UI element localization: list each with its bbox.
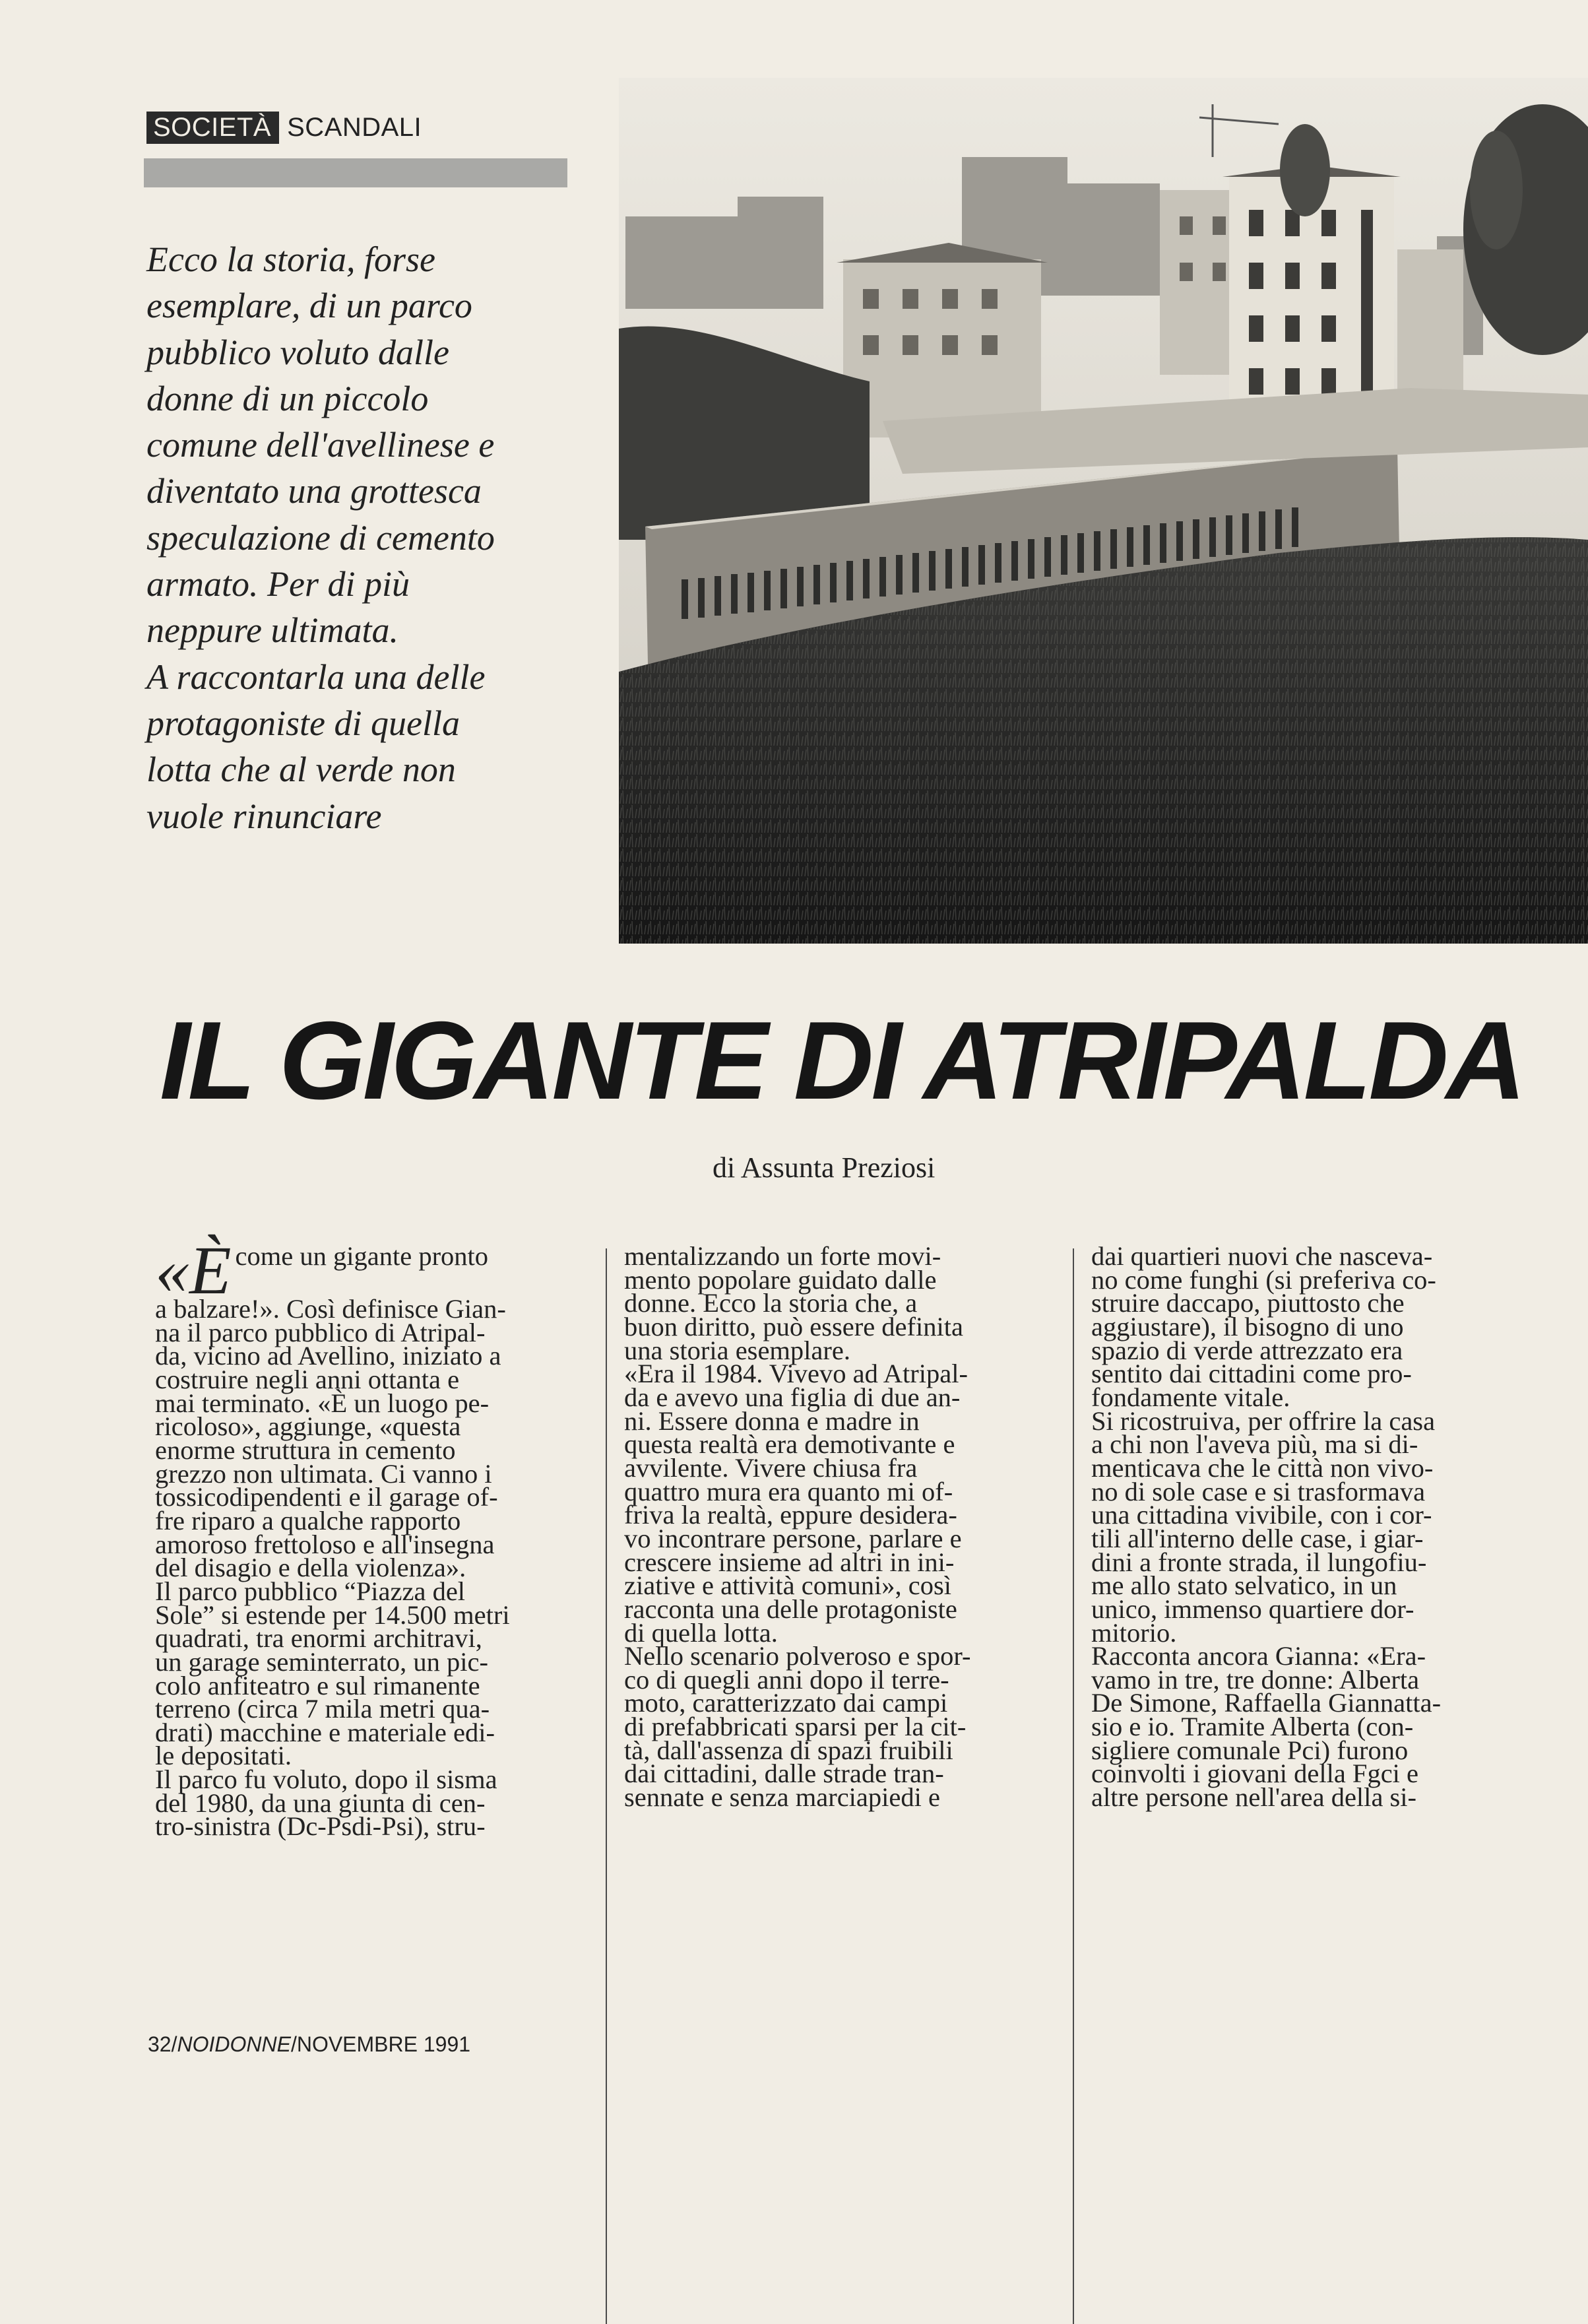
page-footer [148, 2032, 470, 2057]
lede-text: Ecco la storia, forse esemplare, di un parco pubblico voluto dalle donne di un piccolo comune dell'avellinese e diventato una grottesca speculazione di cemento armato. Per di più neppure ultimata. A raccontarla una delle protagoniste di quella lotta che al verde non vuole rinunciare [146, 240, 495, 836]
drop-cap: «È [155, 1233, 232, 1308]
paragraph-text: come un gigante pronto a balzare!». Così definisce Gian- na il parco pubblico di Atripal- da, vicino ad Avellino, iniziato a costruire negli anni ottanta e mai terminato. «È un luogo pe- ricoloso», aggiunge, «questa enorme struttura in cemento grezzo non ultimata. Ci vanno i tossicodipendenti e il garage of- fre riparo a qualche rapporto amoroso frettoloso e all'insegna del disagio e della violenza». [155, 1241, 506, 1583]
paragraph: Si ricostruiva, per offrire la casa a chi non l'aveva più, ma si di- menticava che le città non vivo- no di sole case e si trasformava una cittadina vivibile, con i cor- tili all'interno delle case, i giar- dini a fronte strada, il lungofiu- me allo stato selvatico, in un unico, immenso quartiere dor- mitorio. [1091, 1405, 1436, 1648]
section-tag [146, 111, 422, 144]
header-rule-bar [144, 158, 567, 187]
page-number: 32/ [148, 2032, 177, 2056]
article-column-1 [155, 1233, 577, 1842]
paragraph: mentalizzando un forte movi- mento popolare guidato dalle donne. Ecco la storia che, a buon diritto, può essere definita una storia esemplare. [624, 1241, 964, 1365]
article-column-3 [1091, 1241, 1513, 1813]
section-label: SOCIETÀ [146, 112, 279, 144]
headline: IL GIGANTE DI ATRIPALDA [160, 998, 1524, 1122]
issue-date: /NOVEMBRE 1991 [290, 2032, 471, 2056]
article-photo [619, 78, 1588, 944]
paragraph: «Era il 1984. Vivevo ad Atripal- da e avevo una figlia di due an- ni. Essere donna e madre in questa realtà era demotivante e avvilente. Vivere chiusa fra quattro mura era quanto mi of- friva la realtà, eppure desidera- vo incontrare persone, parlare e crescere insieme ad altri in ini- ziative e attività comuni», così racconta una delle protagoniste di quella lotta. [624, 1359, 968, 1648]
paragraph: dai quartieri nuovi che nasceva- no come funghi (si preferiva co- struire daccapo, piuttosto che aggiustare), il bisogno di uno spazio di verde attrezzato era sentito dai cittadini come pro- fondamente vitale. [1091, 1241, 1436, 1412]
paragraph: Il parco fu voluto, dopo il sisma del 1980, da una giunta di cen- tro-sinistra (Dc-Psdi-Psi), stru- [155, 1764, 497, 1842]
paragraph [155, 1233, 577, 1583]
column-divider [606, 1248, 607, 2324]
subsection-label: SCANDALI [287, 113, 422, 142]
article-column-2 [624, 1241, 1046, 1813]
column-divider [1073, 1248, 1074, 2324]
paragraph: Il parco pubblico “Piazza del Sole” si estende per 14.500 metri quadrati, tra enormi architravi, un garage seminterrato, un pic- colo anfiteatro e sul rimanente terreno (circa 7 mila metri qua- drati) macchine e materiale edi- le depositati. [155, 1576, 510, 1771]
publication-name: NOIDONNE [177, 2032, 291, 2056]
paragraph: Racconta ancora Gianna: «Era- vamo in tre, tre donne: Alberta De Simone, Raffaella Giannattа- sio e io. Tramite Alberta (con- sigliere comunale Pci) furono coinvolti i giovani della Fgci e altre persone nell'area della si- [1091, 1641, 1442, 1813]
paragraph: Nello scenario polveroso e spor- co di quegli anni dopo il terre- moto, caratterizzato dai campi di prefabbricati sparsi per la cit- tà, dall'assenza di spazi fruibili dai cittadini, dalle strade tran- sennate e senza marciapiedi e [624, 1641, 971, 1813]
byline: di Assunta Preziosi [713, 1151, 936, 1184]
